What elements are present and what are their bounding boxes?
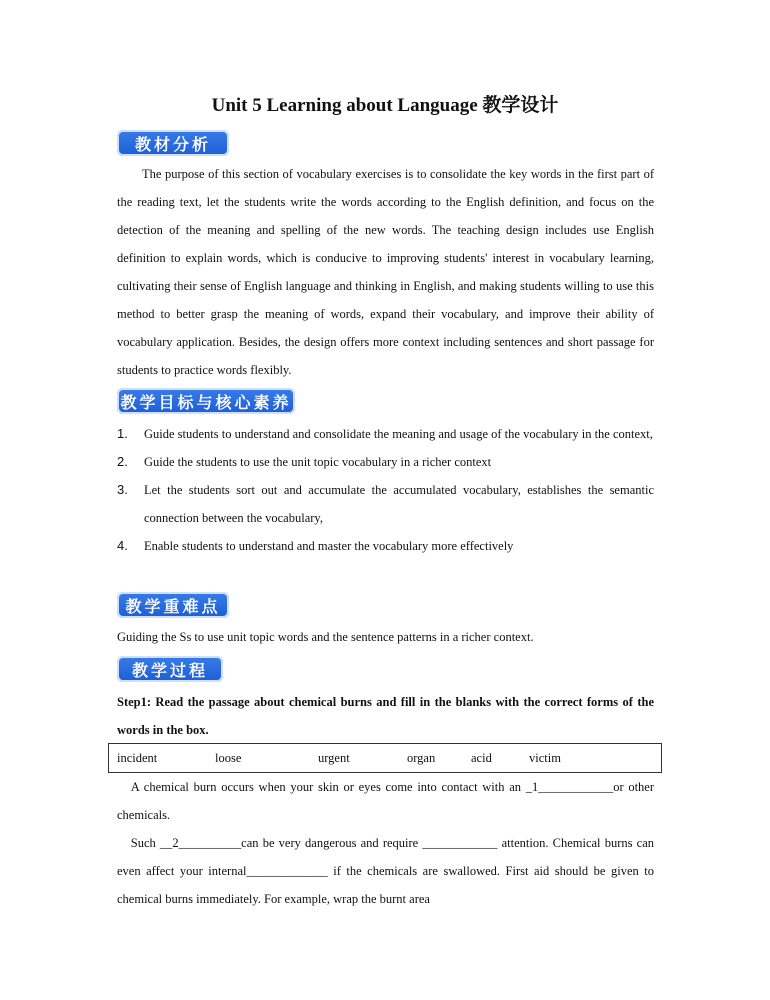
step1-instruction: Step1: Read the passage about chemical burns and fill in the blanks with the correct forms of the words in the box. bbox=[117, 695, 654, 737]
passage-paragraph-2: Such __2__________can be very dangerous and require ____________ attention. Chemical burns can even affect your internal_____________ if the chemicals are swallowed. First aid should be given to chemical burns immediately. For example, wrap the burnt area bbox=[117, 836, 654, 906]
section-badge-key-points: 教学重难点 bbox=[117, 592, 229, 618]
list-number: 2. bbox=[117, 454, 128, 469]
section-badge-goals: 教学目标与核心素养 bbox=[117, 388, 295, 414]
key-points-paragraph: Guiding the Ss to use unit topic words and the sentence patterns in a richer context. bbox=[117, 630, 534, 644]
passage-paragraph-1: A chemical burn occurs when your skin or eyes come into contact with an _1____________or other chemicals. bbox=[117, 780, 654, 822]
list-item-text: Guide the students to use the unit topic vocabulary in a richer context bbox=[144, 455, 492, 469]
word-box bbox=[108, 743, 662, 773]
list-number: 3. bbox=[117, 482, 128, 497]
section-badge-process: 教学过程 bbox=[117, 656, 223, 682]
list-item-text: Enable students to understand and master the vocabulary more effectively bbox=[144, 539, 514, 553]
list-number: 4. bbox=[117, 538, 128, 553]
list-item-text: Let the students sort out and accumulate the accumulated vocabulary, establishes the semantic connection between the vocabulary, bbox=[144, 483, 654, 525]
document-title: Unit 5 Learning about Language 教学设计 bbox=[211, 95, 559, 116]
section-badge-analysis: 教材分析 bbox=[117, 130, 229, 156]
word-box-item: acid bbox=[471, 751, 492, 765]
list-item bbox=[117, 420, 654, 448]
word-box-item: loose bbox=[215, 751, 242, 765]
analysis-paragraph: The purpose of this section of vocabulary exercises is to consolidate the key words in the first part of the reading text, let the students write the words according to the English definition, and focus on the detection of the meaning and spelling of the new words. The teaching design includes use English definition to explain words, which is conducive to improving students' interest in vocabulary learning, cultivating their sense of English language and thinking in English, and making students willing to use this method to better grasp the meaning of words, expand their vocabulary, and improve their ability of vocabulary application. Besides, the design offers more context including sentences and short passage for students to practice words flexibly. bbox=[117, 167, 654, 377]
word-box-item: victim bbox=[529, 751, 561, 765]
word-box-item: organ bbox=[407, 751, 436, 765]
list-item bbox=[117, 532, 654, 560]
goals-list bbox=[117, 420, 654, 560]
word-box-item: urgent bbox=[318, 751, 350, 765]
list-item bbox=[117, 476, 654, 532]
list-item-text: Guide students to understand and consolidate the meaning and usage of the vocabulary in the context, bbox=[144, 427, 653, 441]
list-number: 1. bbox=[117, 426, 128, 441]
list-item bbox=[117, 448, 654, 476]
word-box-item: incident bbox=[117, 751, 158, 765]
